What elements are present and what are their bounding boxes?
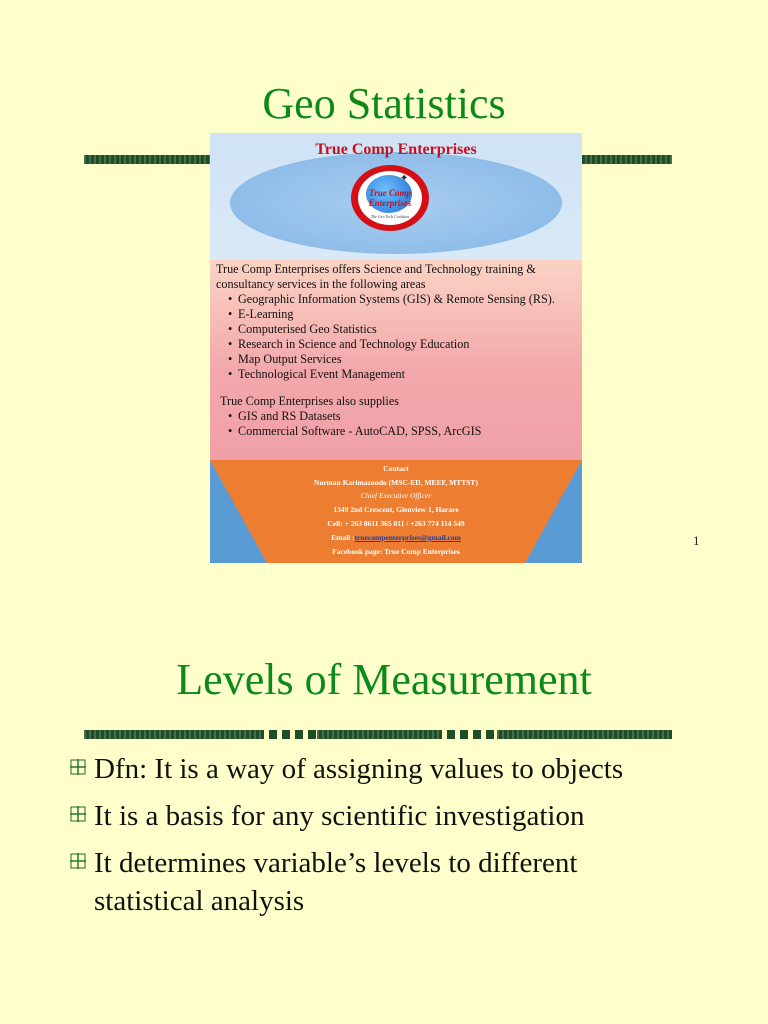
flyer-services — [210, 260, 582, 460]
service-item: • Technological Event Management — [228, 367, 578, 382]
contact-name: Norman Karimazondo (MSC-ED, MEEF, MTTST) — [314, 478, 478, 487]
service-item: • Geographic Information Systems (GIS) & Remote Sensing (RS). — [228, 292, 578, 307]
bullet-text: Dfn: It is a way of assigning values to objects — [94, 753, 624, 785]
bullet-item — [70, 750, 690, 788]
logo-text-line1: True Comp — [369, 188, 411, 198]
service-item: • Research in Science and Technology Education — [228, 337, 578, 352]
slide-title: Levels of Measurement — [176, 655, 592, 704]
crosshair-bullet-icon — [70, 853, 86, 869]
logo-inner — [358, 171, 422, 225]
service-item: • E-Learning — [228, 307, 578, 322]
company-logo — [351, 165, 429, 231]
contact-facebook: Facebook page: True Comp Enterprises — [332, 547, 460, 556]
contact-cell: Cell: + 263 8611 365 011 / +263 774 114 549 — [327, 519, 465, 528]
logo-text-line2: Enterprises — [368, 198, 412, 208]
contact-address: 1349 2nd Crescent, Glenview 1, Harare — [333, 505, 459, 514]
bullet-text: It is a basis for any scientific investigation — [94, 800, 585, 832]
satellite-icon: ✦ — [400, 173, 409, 184]
bullet-item — [70, 797, 690, 835]
title-rule-middle — [317, 730, 442, 739]
flyer-header — [210, 133, 582, 260]
crosshair-bullet-icon — [70, 806, 86, 822]
supplies-heading: True Comp Enterprises also supplies — [220, 394, 399, 408]
service-item: • Map Output Services — [228, 352, 578, 367]
title-rule-left — [84, 730, 264, 739]
title-rule-right — [580, 155, 672, 164]
services-list — [228, 292, 578, 381]
slide-title: Geo Statistics — [262, 79, 506, 128]
contact-email-label: Email : — [331, 533, 355, 542]
bullet-item — [70, 844, 690, 920]
bullet-list — [70, 750, 690, 929]
contact-email-link[interactable]: truecompenterprises@gmail.com — [354, 533, 461, 542]
slide-2 — [0, 590, 768, 1024]
contact-email-row — [270, 533, 522, 542]
contact-role: Chief Executive Officer — [360, 491, 432, 500]
service-item: • Computerised Geo Statistics — [228, 322, 578, 337]
title-rule-right — [497, 730, 672, 739]
logo-tagline: The Geo Tech Coalition — [370, 214, 410, 219]
flyer-contact — [210, 460, 582, 563]
contact-heading: Contact — [383, 464, 409, 473]
supplies-list — [228, 409, 578, 439]
bullet-text: It determines variable’s levels to different statistical analysis — [94, 847, 578, 917]
flyer-company-name: True Comp Enterprises — [315, 141, 477, 158]
crosshair-bullet-icon — [70, 759, 86, 775]
slide-number: 1 — [693, 533, 700, 548]
supply-item: • GIS and RS Datasets — [228, 409, 578, 424]
title-rule-left — [84, 155, 212, 164]
flyer-intro: True Comp Enterprises offers Science and Technology training & consultancy services in the following areas — [216, 262, 536, 291]
company-flyer — [210, 133, 582, 563]
supply-item: • Commercial Software - AutoCAD, SPSS, ArcGIS — [228, 424, 578, 439]
